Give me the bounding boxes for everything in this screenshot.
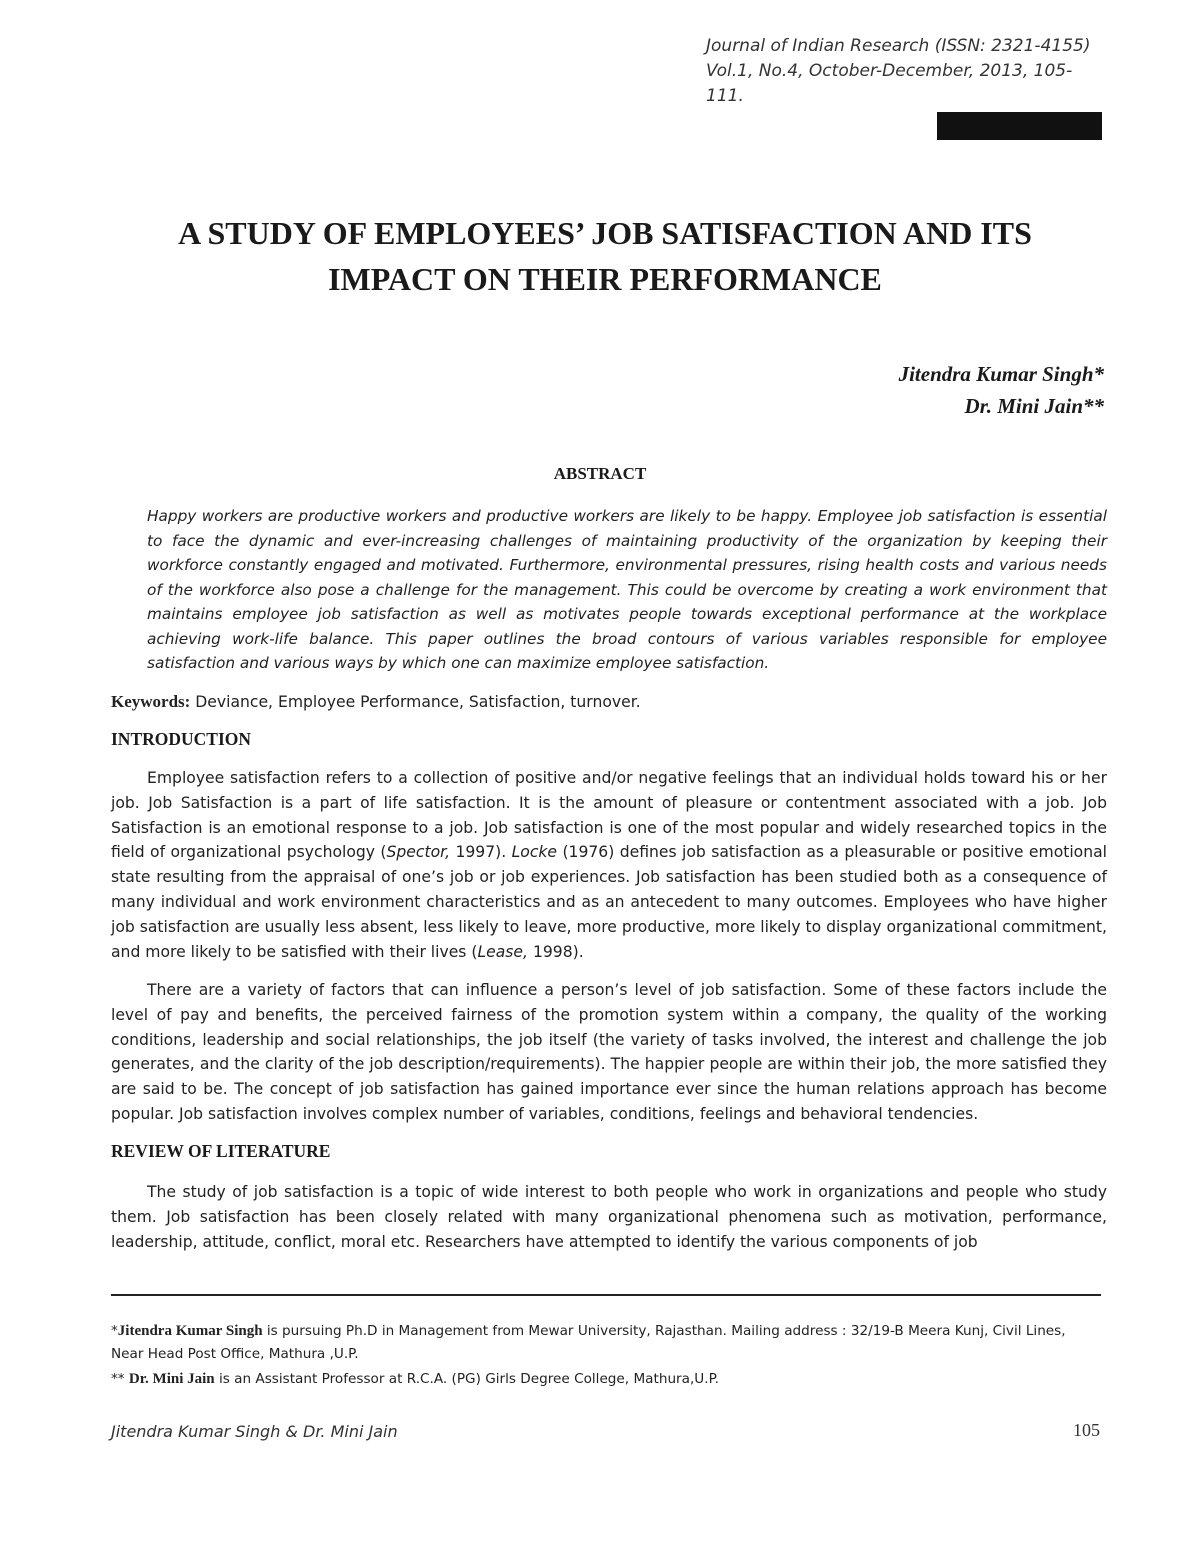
footnote-name: Dr. Mini Jain xyxy=(128,1371,215,1387)
section-heading-introduction: INTRODUCTION xyxy=(111,729,252,749)
keywords xyxy=(111,690,1111,715)
author-name: Jitendra Kumar Singh* xyxy=(898,362,1104,386)
header-black-bar xyxy=(937,112,1102,140)
footnote-marker: ** xyxy=(111,1371,129,1387)
author-name: Dr. Mini Jain** xyxy=(964,394,1104,418)
abstract-heading: ABSTRACT xyxy=(553,464,647,483)
section-heading-review: REVIEW OF LITERATURE xyxy=(111,1141,331,1161)
keywords-label: Keywords: xyxy=(111,692,191,711)
page-number: 105 xyxy=(1073,1420,1100,1440)
paper-title xyxy=(100,210,1110,302)
keywords-text: Deviance, Employee Performance, Satisfaction, turnover. xyxy=(190,693,641,711)
footnote-divider xyxy=(111,1294,1101,1296)
citation: Locke xyxy=(511,843,558,862)
paragraph-text: Employee satisfaction refers to a collection of positive and/or negative feelings that an individual holds toward his or her job. Job Satisfaction is a part of life satisfaction. It is the amount of pleasure or contentment associated with a job. Job Satisfaction is an emotional response to a job. Job satisfaction is one of the most popular and widely researched topics in the field of organizational psychology ( xyxy=(111,769,1107,862)
journal-citation xyxy=(706,34,1116,109)
journal-citation-line: Vol.1, No.4, October-December, 2013, 105- xyxy=(706,61,1073,81)
paper-title-line: IMPACT ON THEIR PERFORMANCE xyxy=(328,261,882,297)
footnote-text: is an Assistant Professor at R.C.A. (PG) Girls Degree College, Mathura,U.P. xyxy=(214,1371,719,1387)
footnote-author-2 xyxy=(111,1368,1101,1391)
paper-title-line: A STUDY OF EMPLOYEES’ JOB SATISFACTION AND ITS xyxy=(178,215,1032,251)
author-block xyxy=(899,358,1104,422)
introduction-paragraph xyxy=(111,766,1107,964)
footer-authors: Jitendra Kumar Singh & Dr. Mini Jain xyxy=(111,1422,398,1441)
paragraph-text: 1998). xyxy=(527,942,584,961)
citation: Spector, xyxy=(386,843,451,862)
paragraph-text: (1976) defines job satisfaction as a pleasurable or positive emotional state resulting from the appraisal of one’s job or job experiences. Job satisfaction has been studied both as a consequence of many individual and work environment characteristics and as an antecedent to many outcomes. Employees who have higher job satisfaction are usually less absent, less likely to leave, more productive, more likely to display organizational commitment, and more likely to be satisfied with their lives ( xyxy=(111,843,1107,961)
footnote-author-1 xyxy=(111,1320,1101,1366)
paragraph-text: 1997). xyxy=(450,843,512,862)
journal-citation-line: 111. xyxy=(706,86,744,106)
abstract-text: Happy workers are productive workers and productive workers are likely to be happy. Employee job satisfaction is essential to face the dynamic and ever-increasing challenges of maintaining productivity of the organization by keeping their workforce constantly engaged and motivated. Furthermore, environmental pressures, rising health costs and various needs of the workforce also pose a challenge for the management. This could be overcome by creating a work environment that maintains employee job satisfaction as well as motivates people towards exceptional performance at the workplace achieving work-life balance. This paper outlines the broad contours of various variables responsible for employee satisfaction and various ways by which one can maximize employee satisfaction. xyxy=(147,507,1107,672)
footnote-marker: * xyxy=(111,1323,118,1339)
introduction-paragraph: There are a variety of factors that can influence a person’s level of job satisfaction. Some of these factors include the level of pay and benefits, the perceived fairness of the promotion system within a company, the quality of the working conditions, leadership and social relationships, the job itself (the variety of tasks involved, the interest and challenge the job generates, and the clarity of the job description/requirements). The happier people are within their job, the more satisfied they are said to be. The concept of job satisfaction has gained importance ever since the human relations approach has become popular. Job satisfaction involves complex number of variables, conditions, feelings and behavioral tendencies. xyxy=(111,981,1107,1123)
review-paragraph: The study of job satisfaction is a topic of wide interest to both people who work in organizations and people who study them. Job satisfaction has been closely related with many organizational phenomena such as motivation, performance, leadership, attitude, conflict, moral etc. Researchers have attempted to identify the various components of job xyxy=(111,1183,1107,1251)
citation: Lease, xyxy=(477,942,528,961)
footnote-text: is pursuing Ph.D in Management from Mewar University, Rajasthan. Mailing address : 32/19-B Meera Kunj, Civil Lines, Near Head Post Office, Mathura ,U.P. xyxy=(111,1323,1066,1362)
journal-citation-line: Journal of Indian Research (ISSN: 2321-4155) xyxy=(706,36,1091,56)
footnote-name: Jitendra Kumar Singh xyxy=(117,1323,263,1339)
